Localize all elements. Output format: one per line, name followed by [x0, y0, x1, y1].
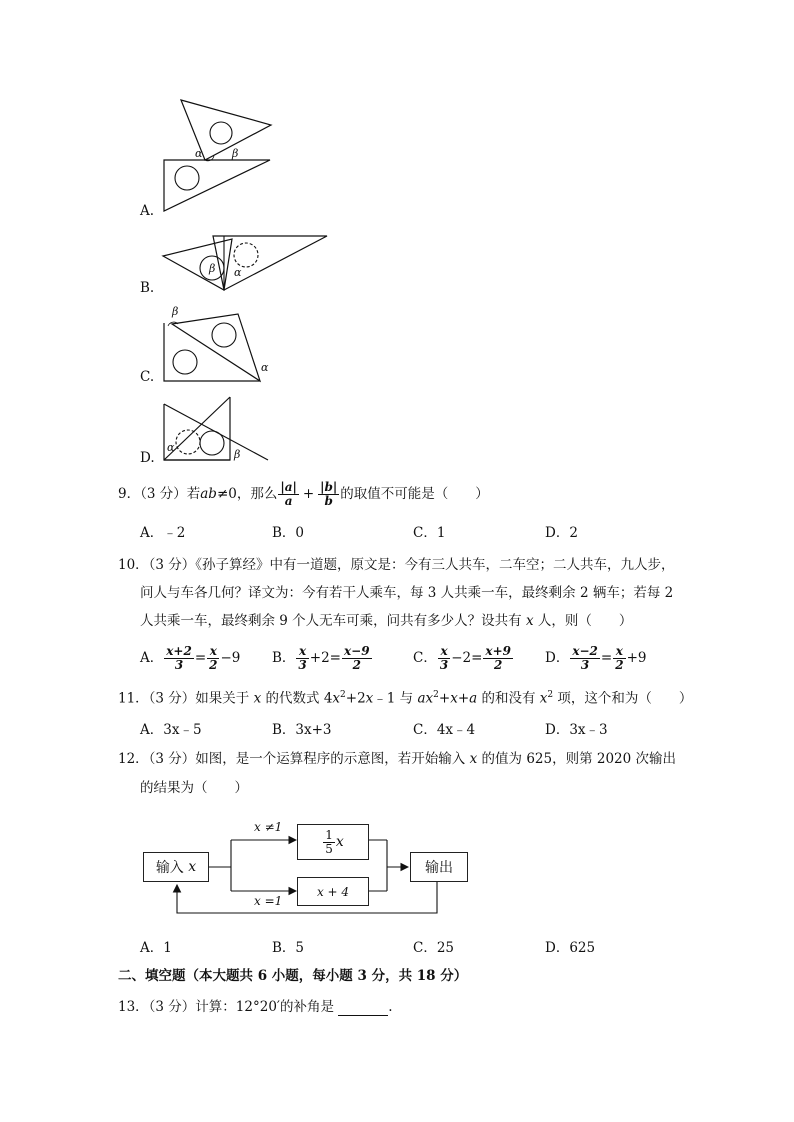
- q10-option-d[interactable]: D． $\frac{x-2}{3}$ = $\frac{x}{2}$ +9: [545, 644, 647, 672]
- q11-option-a[interactable]: A．3x﹣5: [140, 722, 202, 738]
- q9-fraction-a: $\frac{|a|}{a}$: [280, 480, 297, 508]
- q10-option-c[interactable]: C． $\frac{x}{3}$ −2= $\frac{x+9}{2}$: [413, 644, 511, 672]
- q13-stem: 13．（3 分）计算：12°20′的补角是 .: [118, 999, 393, 1015]
- q9-fraction-b: $\frac{|b|}{b}$: [320, 480, 338, 508]
- flow-cond-bottom: x =1: [254, 894, 283, 908]
- q10-line-2: 问人与车各几何？译文为：今有若干人乘车，每 3 人共乘一车，最终剩余 2 辆车；若每 2: [140, 585, 674, 601]
- q10-option-b[interactable]: B． $\frac{x}{3}$ +2= $\frac{x-9}{2}$: [272, 644, 370, 672]
- q12-option-b[interactable]: B．5: [272, 940, 305, 956]
- q9-option-d[interactable]: D．2: [545, 525, 578, 541]
- beta-label: β: [172, 305, 179, 318]
- q9-cond-var: ab: [200, 486, 217, 502]
- flow-cond-top: x ≠1: [254, 820, 283, 834]
- option-letter: A.: [140, 203, 155, 219]
- q9-prefix: 9．（3 分）若: [118, 486, 201, 502]
- q9-plus: +: [302, 486, 315, 502]
- q12-option-a[interactable]: A．1: [140, 940, 172, 956]
- alpha-label: α: [234, 266, 242, 279]
- flow-input-box: 输入 x: [143, 852, 209, 882]
- q13-answer-blank[interactable]: [338, 1001, 388, 1016]
- alpha-label: α: [195, 147, 203, 160]
- q9-option-a[interactable]: A．﹣2: [140, 525, 186, 541]
- section-2-heading: 二、填空题（本大题共 6 小题，每小题 3 分，共 18 分）: [118, 968, 468, 984]
- q11-option-b[interactable]: B．3x+3: [272, 722, 332, 738]
- flow-top-box: $\frac{1}{5}$ x: [297, 824, 369, 860]
- beta-label: β: [232, 147, 239, 160]
- q11-option-d[interactable]: D．3x﹣3: [545, 722, 608, 738]
- q11-stem: 11．（3 分）如果关于 x 的代数式 $4x^2+2x﹣1$ 与 $ax^2+x+a$ 的和没有 $x^2$ 项，这个和为（ ）: [118, 690, 693, 707]
- alpha-label: α: [167, 441, 175, 454]
- flow-output-box: 输出: [410, 852, 468, 882]
- alpha-label: α: [261, 361, 269, 374]
- q9-option-b[interactable]: B．0: [272, 525, 305, 541]
- q9-suffix: 的取值不可能是（ ）: [340, 486, 489, 502]
- flow-bottom-box: x + 4: [297, 877, 369, 906]
- q12-line-2: 的结果为（ ）: [140, 780, 248, 796]
- option-letter: C.: [140, 369, 155, 385]
- option-letter: B.: [140, 280, 155, 296]
- q10-option-a[interactable]: A． $\frac{x+2}{3}$ = $\frac{x}{2}$ −9: [140, 644, 241, 672]
- q12-option-c[interactable]: C．25: [413, 940, 455, 956]
- q10-line-1: 10．（3 分）《孙子算经》中有一道题，原文是：今有三人共车，二车空；二人共车，九人步，: [118, 557, 675, 573]
- q9-option-c[interactable]: C．1: [413, 525, 446, 541]
- option-letter: D.: [140, 450, 155, 466]
- q10-line-3: 人共乘一车，最终剩余 9 个人无车可乘，问共有多少人？设共有 x 人，则（ ）: [140, 613, 633, 629]
- q12-option-d[interactable]: D．625: [545, 940, 596, 956]
- beta-label: β: [209, 262, 216, 275]
- q9-cond-rest: ≠0，那么: [216, 486, 278, 502]
- beta-label: β: [234, 448, 241, 461]
- q11-option-c[interactable]: C．4x﹣4: [413, 722, 476, 738]
- q12-line-1: 12．（3 分）如图，是一个运算程序的示意图，若开始输入 x 的值为 625，则第 2020 次输出: [118, 751, 677, 767]
